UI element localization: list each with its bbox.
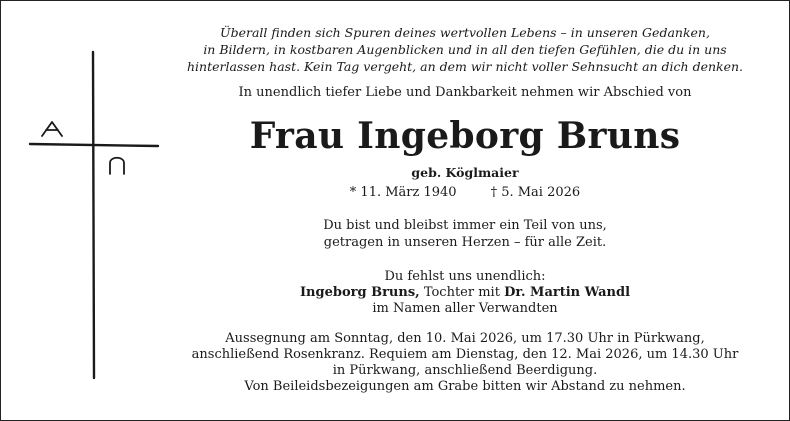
service-line: anschließend Rosenkranz. Requiem am Dienstag, den 12. Mai 2026, um 14.30 Uhr <box>191 347 739 362</box>
cross-alpha-omega-icon <box>28 50 168 380</box>
service-line: in Pürkwang, anschließend Beerdigung. <box>332 363 598 378</box>
obituary-content <box>180 24 750 395</box>
poem-line: hinterlassen hast. Kein Tag vergeht, an dem wir nicht voller Sehnsucht an dich denken. <box>186 59 744 74</box>
family-intro: Du fehlst uns unendlich: <box>384 269 546 284</box>
message-line: getragen in unseren Herzen – für alle Zeit. <box>323 235 607 250</box>
maiden-name: geb. Köglmaier <box>411 165 519 180</box>
service-block <box>180 331 750 395</box>
life-dates <box>180 184 750 202</box>
daughter-name: Ingeborg Bruns, <box>299 285 420 300</box>
message-block <box>180 217 750 251</box>
service-line: Aussegnung am Sonntag, den 10. Mai 2026, um 17.30 Uhr in Pürkwang, <box>225 331 705 346</box>
intro-text: In unendlich tiefer Liebe und Dankbarkeit nehmen wir Abschied von <box>238 85 692 100</box>
death-date: † 5. Mai 2026 <box>490 185 581 200</box>
relation-text: Tochter mit <box>419 285 505 300</box>
birth-date: * 11. März 1940 <box>349 185 457 200</box>
family-relatives: im Namen aller Verwandten <box>372 301 558 316</box>
partner-name: Dr. Martin Wandl <box>504 285 631 300</box>
service-line: Von Beileidsbezeigungen am Grabe bitten wir Abstand zu nehmen. <box>244 379 686 394</box>
family-members <box>180 285 750 301</box>
poem-line: Überall finden sich Spuren deines wertvollen Lebens – in unseren Gedanken, <box>220 25 710 40</box>
poem-line: in Bildern, in kostbaren Augenblicken und in all den tiefen Gefühlen, die du in uns <box>203 42 727 57</box>
family-block <box>180 269 750 317</box>
deceased-name: Frau Ingeborg Bruns <box>249 115 681 157</box>
message-line: Du bist und bleibst immer ein Teil von uns, <box>323 218 607 233</box>
memorial-poem <box>180 24 750 75</box>
